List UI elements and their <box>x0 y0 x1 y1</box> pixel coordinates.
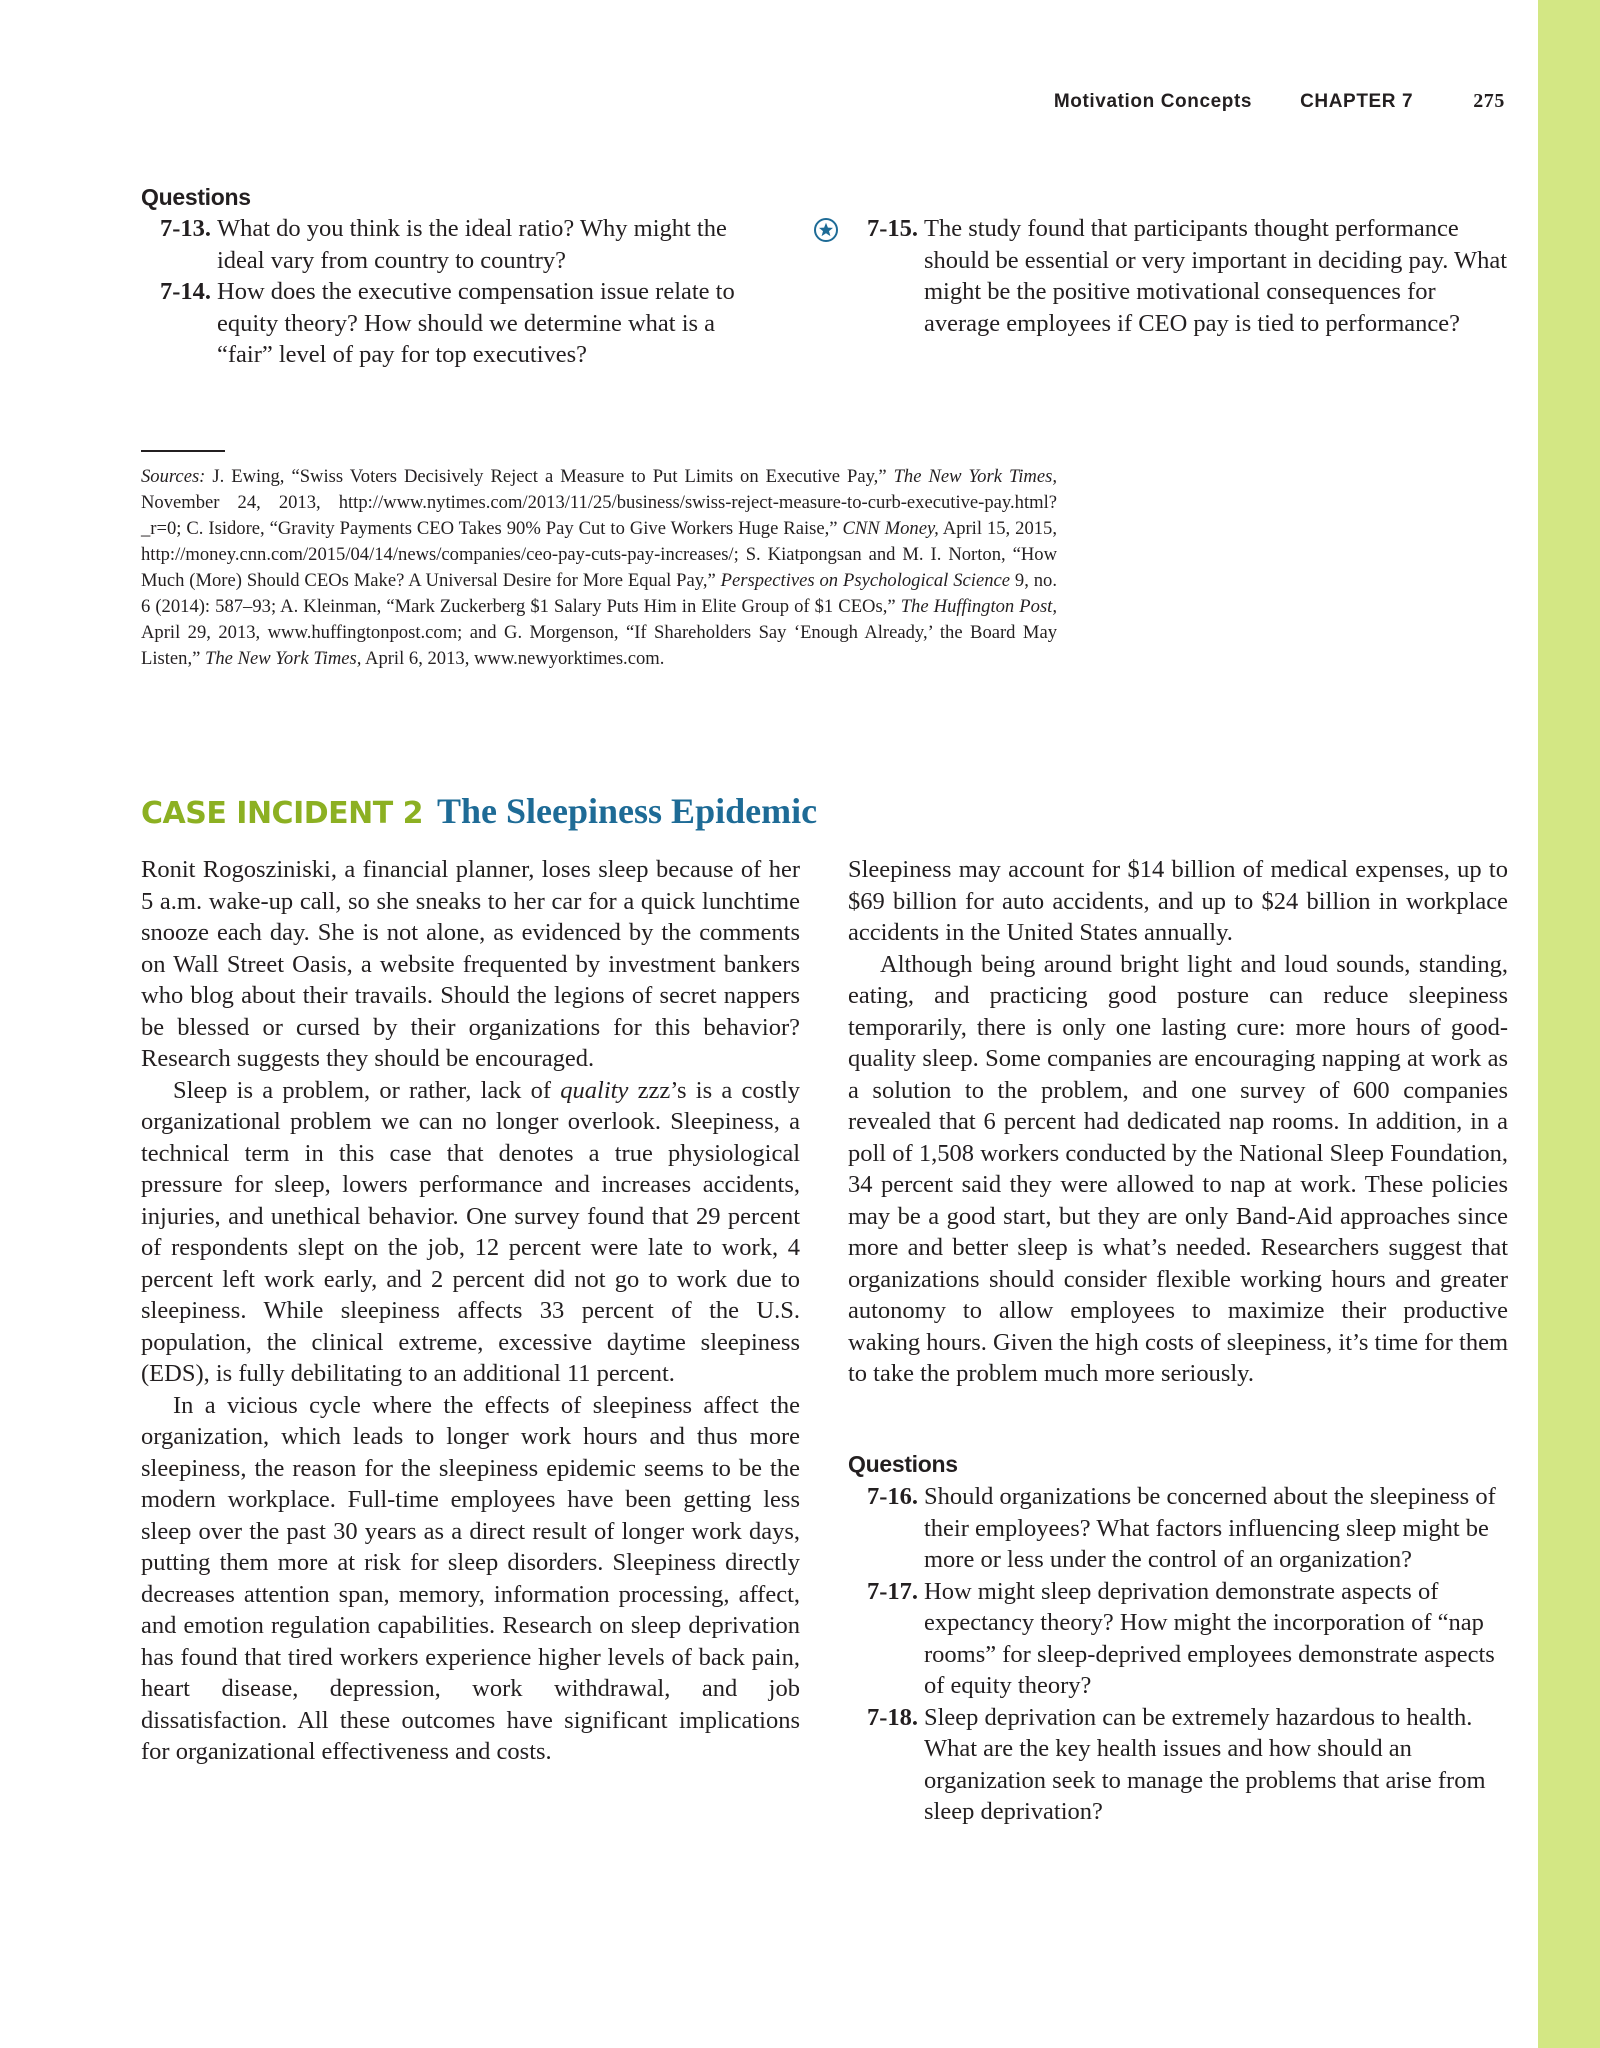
question-text: How might sleep deprivation demonstrate aspects of expectancy theory? How might the incorporation of “nap rooms” for sleep-deprived employees demonstrate aspects of equity theory? <box>924 1577 1495 1699</box>
question-item <box>848 213 1508 339</box>
question-item <box>141 276 771 371</box>
sources-segment: 9, no. 6 (2014): 587–93; A. Kleinman, “Mark Zuckerberg $1 Salary Puts Him in Elite Group of $1 CEOs,” <box>141 570 1058 617</box>
question-text: How does the executive compensation issue relate to equity theory? How should we determine what is a “fair” level of pay for top executives? <box>217 278 735 368</box>
sources-segment: The New York Times, <box>893 466 1057 487</box>
question-number: 7-18. <box>866 1703 918 1731</box>
question-item <box>848 1576 1508 1702</box>
questions-list-top-right <box>848 213 1508 339</box>
page-number: 275 <box>1473 90 1505 112</box>
emphasis-text: quality <box>560 1076 629 1104</box>
question-item <box>848 1481 1508 1576</box>
questions-list-top-left <box>141 213 771 371</box>
sources-segment: J. Ewing, “Swiss Voters Decisively Reject a Measure to Put Limits on Executive Pay,” <box>205 466 894 487</box>
question-item <box>141 213 771 276</box>
questions-heading-top: Questions <box>141 184 251 210</box>
sources-label: Sources: <box>141 466 206 487</box>
body-text: zzz’s is a costly organizational problem we can no longer overlook. Sleepiness, a technical term in this case that denotes a true physiological pressure for sleep, lowers performance and increases accidents, injuries, and unethical behavior. One survey found that 29 percent of respondents slept on the job, 12 percent were late to work, 4 percent left work early, and 2 percent did not go to work due to sleepiness. While sleepiness affects 33 percent of the U.S. population, the clinical extreme, excessive daytime sleepiness (EDS), is fully debilitating to an additional 11 percent. <box>141 1076 801 1387</box>
sources-segment: April 15, 2015, http://money.cnn.com/2015/04/14/news/companies/ceo-pay-cuts-pay-increases/; S. Kiatpongsan and M. I. Norton, “How Much (More) Should CEOs Make? A Universal Desire for More Equal Pay,” <box>141 518 1057 591</box>
sources-note <box>141 464 1057 672</box>
body-column-left <box>141 854 800 1768</box>
questions-heading-bottom: Questions <box>848 1451 958 1477</box>
body-column-right <box>848 854 1508 1390</box>
question-number: 7-17. <box>866 1577 918 1605</box>
case-incident-label: CASE INCIDENT 2 <box>141 796 424 831</box>
running-head-chapter: CHAPTER 7 <box>1300 91 1414 112</box>
sources-segment: The Huffington Post, <box>900 596 1057 617</box>
question-text: Sleep deprivation can be extremely hazardous to health. What are the key health issues and how should an organization seek to manage the problems that arise from sleep deprivation? <box>924 1703 1486 1825</box>
running-head <box>1054 90 1505 113</box>
question-number: 7-14. <box>159 278 211 305</box>
questions-list-bottom <box>848 1481 1508 1828</box>
star-icon <box>814 218 838 242</box>
sources-segment: April 29, 2013, www.huffingtonpost.com; and G. Morgenson, “If Shareholders Say ‘Enough Already,’ the Board May Listen,” <box>141 622 1057 669</box>
case-incident-title: The Sleepiness Epidemic <box>437 791 818 831</box>
question-text: The study found that participants thought performance should be essential or very important in deciding pay. What might be the positive motivational consequences for average employees if CEO pay is tied to performance? <box>924 215 1508 337</box>
body-paragraph <box>141 1075 800 1390</box>
question-number: 7-13. <box>159 215 211 242</box>
body-paragraph: In a vicious cycle where the effects of sleepiness affect the organization, which leads to longer work hours and thus more sleepiness, the reason for the sleepiness epidemic seems to be the modern workplace. Full-time employees have been getting less sleep over the past 30 years as a direct result of longer work days, putting them more at risk for sleep disorders. Sleepiness directly decreases attention span, memory, information processing, affect, and emotion regulation capabilities. Research on sleep deprivation has found that tired workers experience higher levels of back pain, heart disease, depression, work withdrawal, and job dissatisfaction. All these outcomes have significant implications for organizational effectiveness and costs. <box>141 1391 800 1765</box>
body-text: Sleep is a problem, or rather, lack of <box>173 1076 561 1104</box>
question-number: 7-15. <box>866 215 918 242</box>
body-paragraph: Sleepiness may account for $14 billion of medical expenses, up to $69 billion for auto accidents, and up to $24 billion in workplace accidents in the United States annually. <box>848 856 1508 946</box>
question-number: 7-16. <box>866 1483 918 1510</box>
running-head-section: Motivation Concepts <box>1053 91 1253 112</box>
body-paragraph: Although being around bright light and loud sounds, standing, eating, and practicing good posture can reduce sleepiness temporarily, there is only one lasting cure: more hours of good-quality sleep. Some companies are encouraging napping at work as a solution to the problem, and one survey of 600 companies revealed that 6 percent had dedicated nap rooms. In addition, in a poll of 1,508 workers conducted by the National Sleep Foundation, 34 percent said they were allowed to nap at work. These policies may be a good start, but they are only Band-Aid approaches since more and better sleep is what’s needed. Researchers suggest that organizations should consider flexible working hours and greater autonomy to allow employees to maximize their productive waking hours. Given the high costs of sleepiness, it’s time for them to take the problem much more seriously. <box>848 950 1508 1387</box>
case-incident-heading <box>141 790 817 832</box>
sources-segment: April 6, 2013, www.newyorktimes.com. <box>361 648 665 669</box>
question-text: What do you think is the ideal ratio? Why might the ideal vary from country to country? <box>217 215 727 274</box>
page-edge-color-band <box>1538 0 1600 2048</box>
sources-segment: Perspectives on Psychological Science <box>720 570 1011 591</box>
question-text: Should organizations be concerned about the sleepiness of their employees? What factors influencing sleep might be more or less under the control of an organization? <box>924 1483 1496 1573</box>
sources-segment: The New York Times, <box>205 648 362 669</box>
footnote-rule <box>141 450 225 452</box>
sources-segment: CNN Money, <box>842 518 939 539</box>
body-paragraph: Ronit Rogosziniski, a financial planner, loses sleep because of her 5 a.m. wake-up call, so she sneaks to her car for a quick lunchtime snooze each day. She is not alone, as evidenced by the comments on Wall Street Oasis, a website frequented by investment bankers who blog about their travails. Should the legions of secret nappers be blessed or cursed by their organizations for this behavior? Research suggests they should be encouraged. <box>141 856 800 1072</box>
sources-segment: November 24, 2013, http://www.nytimes.com/2013/11/25/business/swiss-reject-measure-to-curb-executive-pay.html?_r=0; C. Isidore, “Gravity Payments CEO Takes 90% Pay Cut to Give Workers Huge Raise,” <box>141 492 1057 539</box>
question-item <box>848 1702 1508 1828</box>
